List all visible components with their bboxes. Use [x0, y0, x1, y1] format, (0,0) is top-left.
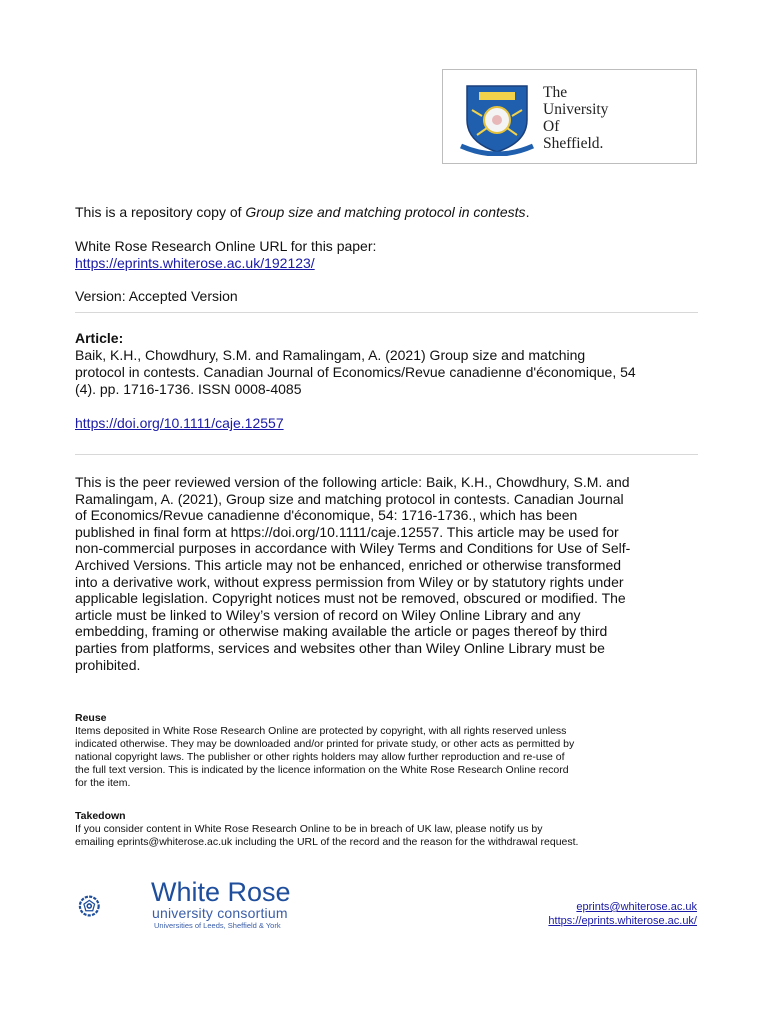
university-name	[543, 84, 608, 152]
reuse-section	[75, 712, 700, 790]
url-label: White Rose Research Online URL for this paper:	[75, 238, 377, 254]
takedown-line: emailing eprints@whiterose.ac.uk including the URL of the record and the reason for the withdrawal request.	[75, 836, 579, 848]
notice-line: Archived Versions. This article may not be enhanced, enriched or otherwise transformed	[75, 556, 622, 573]
site-link[interactable]: https://eprints.whiterose.ac.uk/	[548, 915, 697, 927]
notice-line: into a derivative work, without express permission from Wiley or by statutory rights under	[75, 573, 624, 590]
notice-line: applicable legislation. Copyright notices must not be removed, obscured or modified. The	[75, 590, 626, 607]
takedown-line: If you consider content in White Rose Research Online to be in breach of UK law, please notify us by	[75, 823, 543, 835]
white-rose-subtitle: university consortium	[152, 905, 288, 921]
article-citation-line3: (4). pp. 1716-1736. ISSN 0008-4085	[75, 381, 302, 397]
article-citation-line2: protocol in contests. Canadian Journal of Economics/Revue canadienne d'économique, 54	[75, 364, 636, 380]
article-citation-line1: Baik, K.H., Chowdhury, S.M. and Ramalingam, A. (2021) Group size and matching	[75, 347, 586, 363]
notice-line: parties from platforms, services and websites other than Wiley Online Library must be	[75, 639, 605, 656]
paper-url-link[interactable]: https://eprints.whiterose.ac.uk/192123/	[75, 255, 315, 271]
divider	[75, 454, 698, 455]
notice-line: of Economics/Revue canadienne d'économique, 54: 1716-1736., which has been	[75, 507, 578, 524]
repository-intro	[75, 204, 698, 221]
intro-suffix: .	[525, 204, 530, 220]
notice-line: Ramalingam, A. (2021), Group size and matching protocol in contests. Canadian Journal	[75, 490, 624, 507]
reuse-line: the full text version. This is indicated by the licence information on the White Rose Research Online record	[75, 764, 569, 776]
email-link[interactable]: eprints@whiterose.ac.uk	[576, 901, 697, 913]
intro-prefix: This is a repository copy of	[75, 204, 246, 220]
version-text: Version: Accepted Version	[75, 288, 238, 304]
reuse-line: national copyright laws. The publisher or other rights holders may allow further reproduction and re-use of	[75, 751, 565, 763]
notice-line: prohibited.	[75, 656, 141, 673]
notice-line: article must be linked to Wiley’s version of record on Wiley Online Library and any	[75, 606, 581, 623]
university-name-line3: Of	[543, 118, 560, 135]
university-name-line2: University	[543, 101, 609, 118]
university-logo-box	[442, 69, 697, 164]
reuse-heading: Reuse	[75, 712, 107, 724]
notice-line: non-commercial purposes in accordance with Wiley Terms and Conditions for Use of Self-	[75, 540, 631, 557]
white-rose-universities: Universities of Leeds, Sheffield & York	[154, 921, 281, 930]
reuse-line: for the item.	[75, 777, 131, 789]
reuse-line: Items deposited in White Rose Research Online are protected by copyright, with all rights reserved unless	[75, 725, 567, 737]
university-name-line1: The	[543, 84, 568, 101]
university-name-line4: Sheffield.	[543, 135, 604, 152]
divider	[75, 312, 698, 313]
url-block	[75, 238, 698, 272]
notice-line: published in final form at https://doi.org/10.1111/caje.12557. This article may be used for	[75, 523, 619, 540]
article-block	[75, 330, 698, 398]
sheffield-crest-icon	[457, 80, 537, 156]
publisher-notice	[75, 474, 698, 673]
doi-link[interactable]: https://doi.org/10.1111/caje.12557	[75, 415, 284, 431]
doi-block	[75, 415, 698, 432]
reuse-line: indicated otherwise. They may be downloaded and/or printed for private study, or other acts as permitted by	[75, 738, 575, 750]
notice-line: embedding, framing or otherwise making available the article or pages thereof by third	[75, 623, 608, 640]
paper-title: Group size and matching protocol in contests	[245, 204, 526, 220]
takedown-section	[75, 810, 700, 849]
white-rose-title: White Rose	[151, 877, 291, 907]
article-heading: Article:	[75, 330, 124, 346]
notice-line: This is the peer reviewed version of the following article: Baik, K.H., Chowdhury, S.M. and	[75, 474, 630, 490]
takedown-heading: Takedown	[75, 810, 126, 822]
contact-links	[548, 900, 697, 928]
white-rose-emblem-icon	[78, 870, 150, 942]
